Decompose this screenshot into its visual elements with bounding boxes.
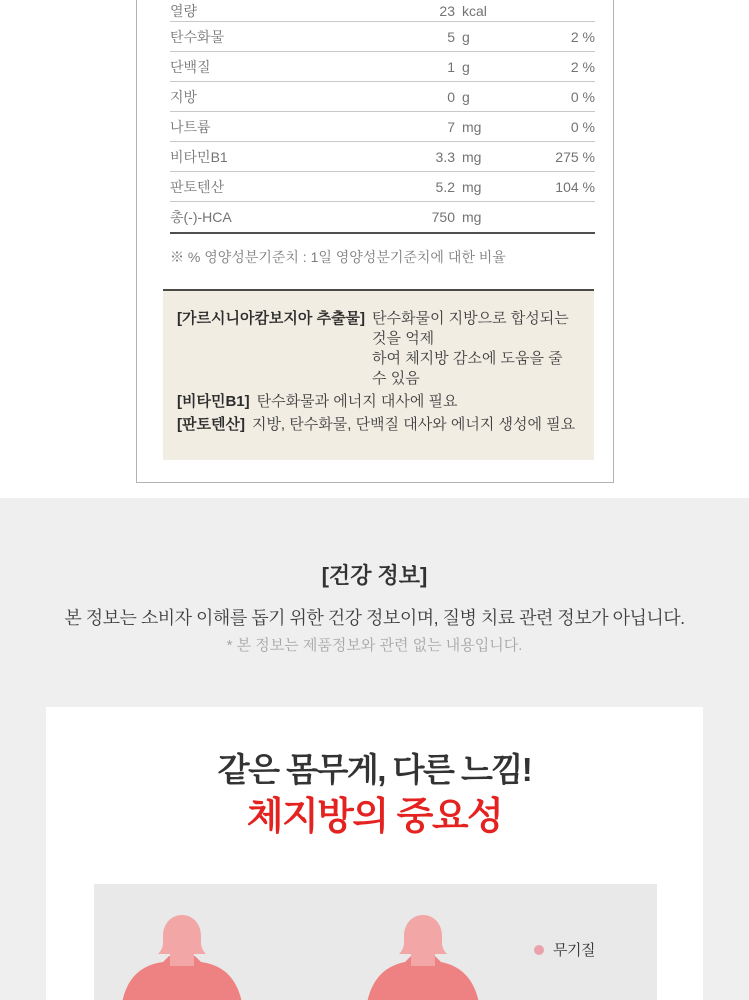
nutrient-unit: kcal [462, 2, 487, 19]
nutrition-row [170, 22, 595, 52]
nutrient-unit: mg [462, 118, 482, 135]
ingredient-info-item [177, 415, 580, 435]
ingredient-name: [비타민B1] [177, 393, 250, 410]
ingredient-name: [판토텐산] [177, 416, 245, 433]
nutrient-amount: 23 [439, 2, 455, 19]
person-head-shape [399, 915, 447, 966]
nutrition-row [170, 202, 595, 234]
nutrient-dv-percent: 0 % [570, 118, 595, 135]
nutrient-amount: 3.3 [435, 148, 455, 165]
body-fat-headline: 같은 몸무게, 다른 느낌! [217, 751, 532, 788]
nutrition-row [170, 0, 595, 22]
nutrient-dv-percent: 2 % [570, 28, 595, 45]
nutrient-dv-percent: 275 % [555, 148, 595, 165]
nutrient-label: 열량 [170, 2, 198, 19]
health-info-note: * 본 정보는 제품정보와 관련 없는 내용입니다. [226, 637, 523, 654]
ingredient-description [257, 392, 458, 412]
nutrition-table [170, 0, 595, 234]
nutrition-row [170, 172, 595, 202]
nutrient-label: 나트륨 [170, 118, 211, 135]
nutrition-section [0, 0, 749, 498]
ingredient-description-line: 탄수화물이 지방으로 합성되는 것을 억제 [372, 310, 569, 347]
ingredient-description-line: 하여 체지방 감소에 도움을 줄 수 있음 [372, 350, 563, 387]
nutrient-amount: 750 [431, 209, 455, 225]
health-info-description: 본 정보는 소비자 이해를 돕기 위한 건강 정보이며, 질병 치료 관련 정보가 아닙니다. [64, 608, 685, 628]
person-head-shape [158, 915, 206, 966]
nutrient-unit: g [462, 88, 470, 105]
nutrient-amount: 5 [447, 28, 455, 45]
ingredient-description [252, 415, 575, 435]
nutrition-row [170, 52, 595, 82]
body-comparison-panel [94, 884, 657, 1000]
nutrition-row [170, 82, 595, 112]
nutrient-dv-percent: 0 % [570, 88, 595, 105]
nutrient-amount: 0 [447, 88, 455, 105]
person-silhouette-left [112, 914, 252, 1000]
ingredient-description-line: 탄수화물과 에너지 대사에 필요 [256, 393, 458, 410]
legend-item-minerals [534, 939, 595, 960]
nutrient-label: 총(-)-HCA [170, 209, 232, 225]
ingredient-name: [가르시니아캄보지아 추출물] [177, 310, 366, 327]
nutrient-unit: mg [462, 148, 482, 165]
ingredient-info-box [163, 289, 594, 460]
nutrient-label: 비타민B1 [170, 148, 228, 165]
nutrient-label: 지방 [170, 88, 198, 105]
health-info-section [0, 498, 749, 1000]
nutrient-amount: 1 [447, 58, 455, 75]
nutrient-amount: 7 [447, 118, 455, 135]
person-silhouette-right [358, 914, 488, 1000]
nutrition-row [170, 112, 595, 142]
ingredient-description [372, 309, 580, 389]
nutrient-label: 탄수화물 [170, 28, 225, 45]
daily-value-footnote: ※ % 영양성분기준치 : 1일 영양성분기준치에 대한 비율 [170, 249, 506, 265]
health-info-title: [건강 정보] [321, 563, 428, 588]
nutrition-card [136, 0, 614, 483]
body-fat-subheadline: 체지방의 중요성 [246, 796, 503, 838]
ingredient-description-line: 지방, 탄수화물, 단백질 대사와 에너지 생성에 필요 [251, 416, 576, 433]
legend-dot-icon [534, 945, 544, 955]
nutrient-dv-percent: 2 % [570, 58, 595, 75]
nutrition-row [170, 142, 595, 172]
nutrient-label: 판토텐산 [170, 178, 225, 195]
legend-label: 무기질 [553, 942, 595, 959]
nutrient-label: 단백질 [170, 58, 211, 75]
nutrient-unit: mg [462, 178, 482, 195]
nutrient-unit: g [462, 58, 470, 75]
ingredient-info-item [177, 392, 580, 412]
ingredient-info-item [177, 309, 580, 389]
nutrient-amount: 5.2 [435, 178, 455, 195]
nutrient-dv-percent: 104 % [555, 178, 595, 195]
nutrient-unit: g [462, 28, 470, 45]
body-fat-card [46, 707, 703, 1000]
nutrient-unit: mg [462, 209, 482, 225]
